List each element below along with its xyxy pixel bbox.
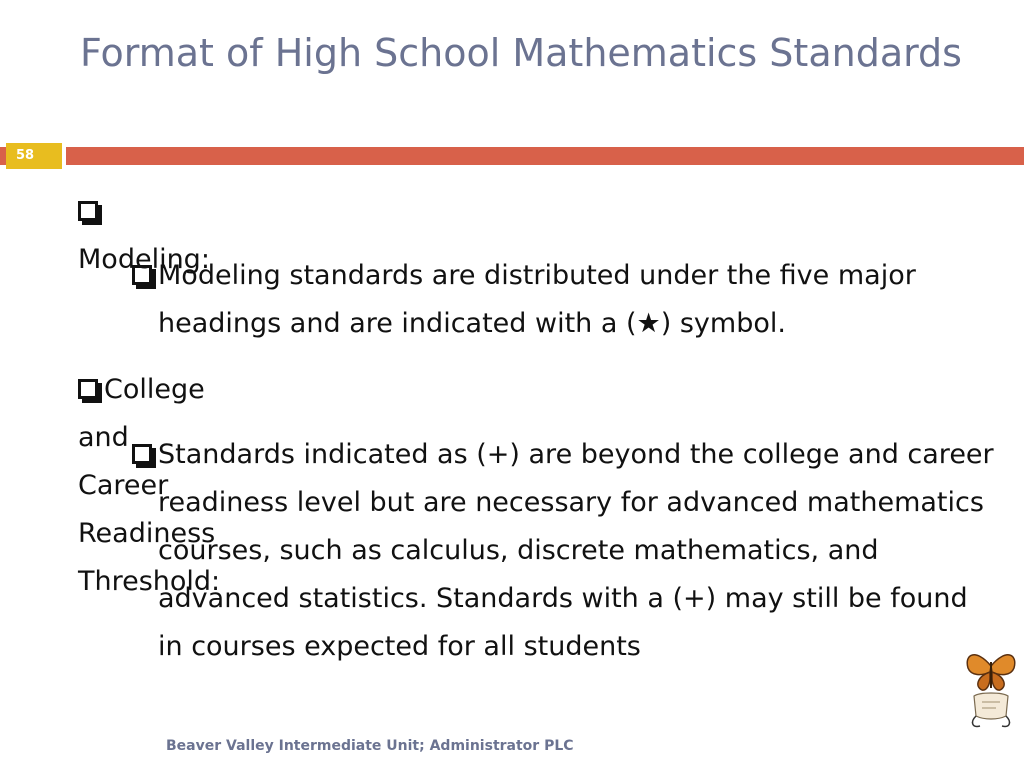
bullet-text: Modeling: xyxy=(78,244,210,275)
checkbox-square-icon xyxy=(132,265,152,285)
star-icon: ★ xyxy=(636,308,661,339)
bullet-text: College and Career Readiness Threshold: xyxy=(78,374,221,597)
sub-bullet-modeling-standards xyxy=(134,252,1024,348)
butterfly-logo-icon xyxy=(962,646,1020,732)
slide-title: Format of High School Mathematics Standards xyxy=(80,31,962,75)
sub-bullet-plus-standards xyxy=(134,431,998,671)
checkbox-square-icon xyxy=(78,379,98,399)
slide-number: 58 xyxy=(6,143,62,169)
bullet-text: Standards indicated as (+) are beyond the college and career readiness level but are necessary for advanced mathematics courses, such as calculus, discrete mathematics, and advanced statistics. Standards with a (+) may still be found in courses expected for all students xyxy=(158,439,994,662)
checkbox-square-icon xyxy=(132,444,152,464)
footer-text: Beaver Valley Intermediate Unit; Administrator PLC xyxy=(166,738,574,754)
bullet-text: ) symbol. xyxy=(660,308,786,339)
title-rule xyxy=(66,147,1024,165)
checkbox-square-icon xyxy=(78,201,98,221)
bullet-text: Modeling standards are distributed under the five major headings and are indicated with a ( xyxy=(158,260,916,339)
